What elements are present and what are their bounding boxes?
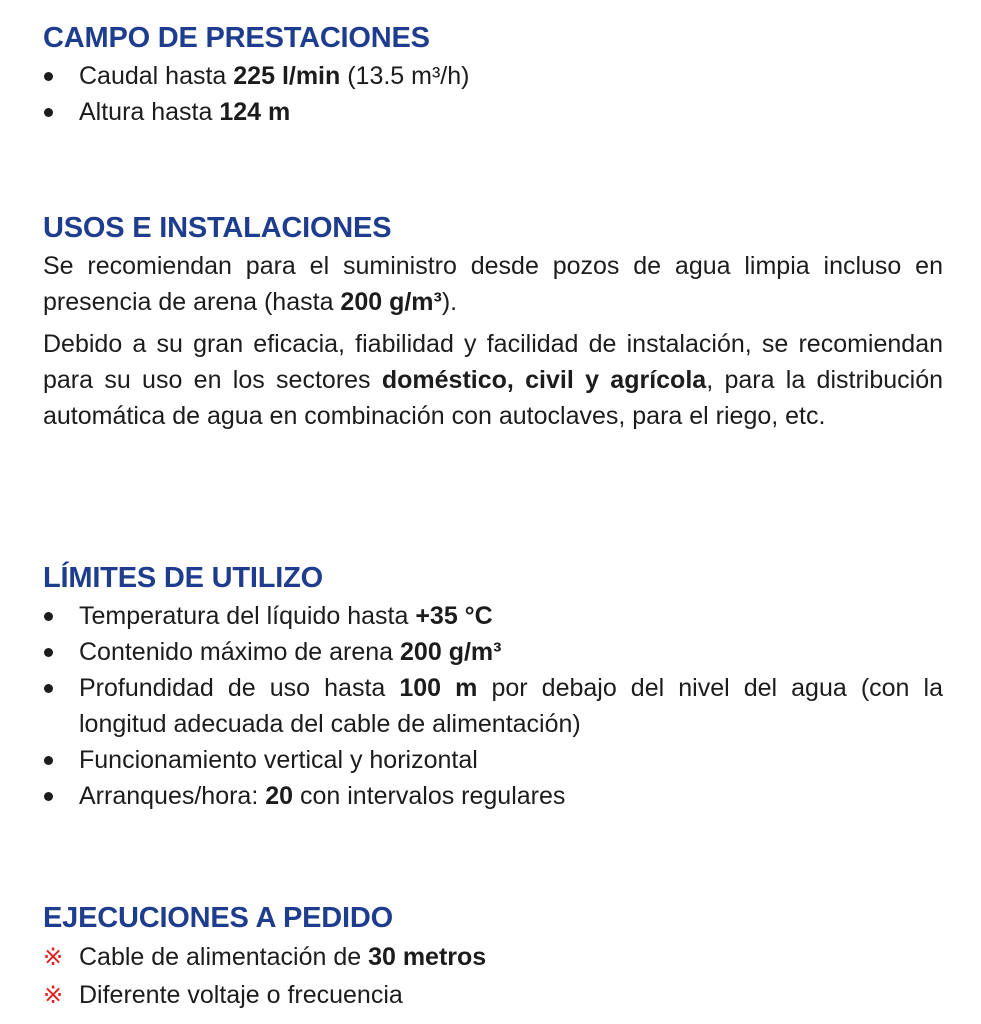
item-value: 30 metros: [368, 943, 487, 971]
paragraph-value: 200 g/m³: [340, 288, 442, 316]
list-item: [43, 94, 943, 130]
item-value: 225 l/min: [233, 62, 341, 90]
bullet-list: [43, 58, 943, 130]
list-item: [43, 598, 943, 634]
item-text: Cable de alimentación de: [79, 943, 369, 971]
paragraph-text: Debido a su gran eficacia, fiabilidad y facilidad de instalación, se recomiendan para su uso en los sectores: [43, 330, 943, 394]
item-value: 200 g/m³: [400, 638, 502, 666]
section-title: USOS E INSTALACIONES: [43, 212, 392, 244]
item-text: Caudal hasta: [79, 62, 234, 90]
bullet-icon: [44, 72, 53, 81]
item-text: Altura hasta: [79, 98, 220, 126]
item-value: 20: [265, 782, 294, 810]
paragraph: [43, 326, 943, 434]
item-value: +35 °C: [415, 602, 493, 630]
mark-list: [43, 938, 943, 1014]
item-text: con intervalos regulares: [293, 782, 566, 810]
list-item: [43, 742, 943, 778]
item-text: Contenido máximo de arena: [79, 638, 401, 666]
list-item: [43, 976, 943, 1014]
paragraph-text: Se recomiendan para el suministro desde pozos de agua limpia incluso en presencia de arena (hasta: [43, 252, 943, 316]
list-item: [43, 938, 943, 976]
section-ejecuciones-a-pedido: [43, 898, 943, 1014]
item-text: Funcionamiento vertical y horizontal: [79, 746, 478, 774]
bullet-icon: [44, 648, 53, 657]
list-item: [43, 670, 943, 742]
paragraph-value: doméstico, civil y agrícola: [381, 366, 707, 394]
bullet-icon: [44, 108, 53, 117]
bullet-list: [43, 598, 943, 814]
paragraph-text: , para la distribución automática de agua en combinación con autoclaves, para el riego, etc.: [43, 366, 944, 430]
item-value: 100 m: [399, 674, 478, 702]
paragraph-text: ).: [441, 288, 458, 316]
section-usos-e-instalaciones: [43, 208, 943, 434]
item-text: Diferente voltaje o frecuencia: [79, 981, 403, 1009]
item-text: Temperatura del líquido hasta: [79, 602, 416, 630]
section-title: LÍMITES DE UTILIZO: [43, 562, 323, 594]
bullet-icon: [44, 684, 53, 693]
section-campo-de-prestaciones: [43, 18, 943, 130]
bullet-icon: [44, 792, 53, 801]
section-title: CAMPO DE PRESTACIONES: [43, 22, 430, 54]
item-text: Arranques/hora:: [79, 782, 266, 810]
list-item: [43, 778, 943, 814]
item-text: Profundidad de uso hasta: [79, 674, 400, 702]
item-text: por debajo del nivel del agua (con la longitud adecuada del cable de alimentación): [79, 674, 943, 738]
paragraph: [43, 248, 943, 320]
item-value: 124 m: [219, 98, 291, 126]
list-item: [43, 58, 943, 94]
list-item: [43, 634, 943, 670]
item-text: (13.5 m³/h): [340, 62, 470, 90]
bullet-icon: [44, 756, 53, 765]
reference-mark-icon: ※: [43, 943, 64, 971]
reference-mark-icon: ※: [43, 981, 64, 1009]
section-limites-de-utilizo: [43, 558, 943, 814]
bullet-icon: [44, 612, 53, 621]
section-title: EJECUCIONES A PEDIDO: [43, 902, 393, 934]
